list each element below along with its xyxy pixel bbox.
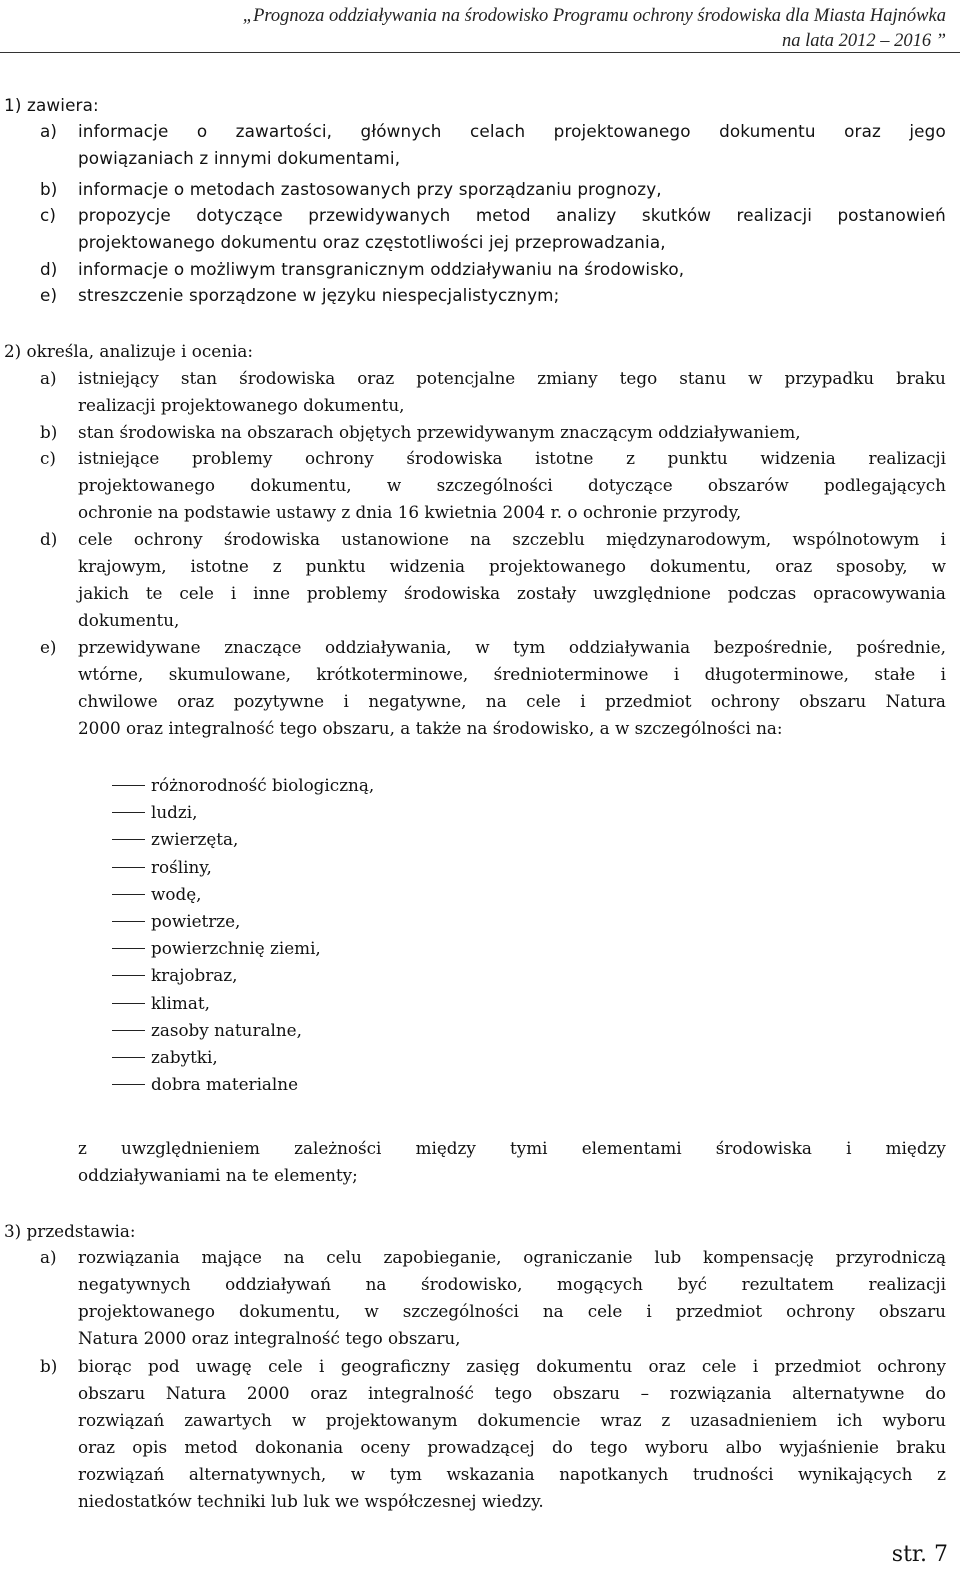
section2-item-line: dokumentu, <box>78 610 180 630</box>
section3-item-line: niedostatków techniki lub luk we współczesnej wiedzy. <box>78 1491 544 1511</box>
element-list-item: zwierzęta, <box>151 829 239 850</box>
section2-item-marker: d) <box>40 529 58 549</box>
element-list-item: wodę, <box>151 883 202 904</box>
list-dash <box>112 948 145 949</box>
section2-item-marker: a) <box>40 368 57 388</box>
element-list-item: różnorodność biologiczną, <box>151 775 375 795</box>
list-dash <box>112 921 145 922</box>
list-dash <box>112 839 145 840</box>
list-dash <box>112 1030 145 1031</box>
section3-item-line: biorąc pod uwagę cele i geograficzny zasięg dokumentu oraz cele i przedmiot ochrony <box>78 1356 946 1376</box>
section2-item-line: 2000 oraz integralność tego obszaru, a także na środowisko, a w szczególności na: <box>78 718 783 738</box>
section3-item-line: rozwiązań alternatywnych, w tym wskazania napotkanych trudności wynikających z <box>78 1464 946 1484</box>
section1-item-marker: d) <box>40 259 58 279</box>
section2-item-line: wtórne, skumulowane, krótkoterminowe, średnioterminowe i długoterminowe, stałe i <box>78 664 946 684</box>
closing-line: oddziaływaniami na te elementy; <box>78 1165 358 1185</box>
section1-item-marker: e) <box>40 285 58 305</box>
page-number: str. 7 <box>891 1542 948 1567</box>
section2-item-line: ochronie na podstawie ustawy z dnia 16 kwietnia 2004 r. o ochronie przyrody, <box>78 502 742 522</box>
element-list-item: zabytki, <box>151 1047 218 1067</box>
section2-item-marker: e) <box>40 637 57 657</box>
section3-item-line: oraz opis metod dokonania oceny prowadzącej do tego wyboru albo wyjaśnienie braku <box>78 1437 946 1457</box>
element-list-item: powietrze, <box>151 911 241 931</box>
section2-heading: 2) określa, analizuje i ocenia: <box>4 341 254 361</box>
section1-item-line: informacje o metodach zastosowanych przy sporządzaniu prognozy, <box>78 179 662 199</box>
list-dash <box>112 975 145 976</box>
element-list-item: klimat, <box>151 992 210 1013</box>
header-rule <box>0 52 960 53</box>
element-list-item: dobra materialne <box>151 1074 299 1095</box>
element-list-item: rośliny, <box>151 856 212 877</box>
section2-item-line: istniejący stan środowiska oraz potencjalne zmiany tego stanu w przypadku braku <box>78 368 946 388</box>
element-list-item: ludzi, <box>151 802 198 823</box>
section2-item-line: realizacji projektowanego dokumentu, <box>78 395 405 415</box>
section1-item-marker: c) <box>40 205 57 225</box>
section1-heading: 1) zawiera: <box>4 95 99 115</box>
header-line-1: „Prognoza oddziaływania na środowisko Programu ochrony środowiska dla Miasta Hajnówka <box>242 6 946 26</box>
closing-line: z uwzględnieniem zależności między tymi elementami środowiska i między <box>78 1138 946 1158</box>
list-dash <box>112 785 145 786</box>
section2-item-line: stan środowiska na obszarach objętych przewidywanym znaczącym oddziaływaniem, <box>78 422 801 442</box>
section2-item-line: krajowym, istotne z punktu widzenia projektowanego dokumentu, oraz sposoby, w <box>78 556 946 576</box>
section1-item-line: projektowanego dokumentu oraz częstotliwości jej przeprowadzania, <box>78 231 666 252</box>
section3-item-line: obszaru Natura 2000 oraz integralność tego obszaru – rozwiązania alternatywne do <box>78 1383 946 1403</box>
section2-item-line: istniejące problemy ochrony środowiska istotne z punktu widzenia realizacji <box>78 448 946 468</box>
section2-item-marker: b) <box>40 422 58 442</box>
section2-item-line: cele ochrony środowiska ustanowione na szczeblu międzynarodowym, wspólnotowym i <box>78 529 946 549</box>
section3-item-line: rozwiązania mające na celu zapobieganie, ograniczanie lub kompensację przyrodniczą <box>78 1247 946 1267</box>
list-dash <box>112 1003 145 1004</box>
section2-item-line: przewidywane znaczące oddziaływania, w tym oddziaływania bezpośrednie, pośrednie, <box>78 637 946 657</box>
section1-item-line: streszczenie sporządzone w języku niespecjalistycznym; <box>78 285 560 305</box>
section1-item-marker: b) <box>40 179 58 199</box>
section1-item-line: propozycje dotyczące przewidywanych metod analizy skutków realizacji postanowień <box>78 205 946 225</box>
section3-item-marker: b) <box>40 1356 58 1376</box>
element-list-item: powierzchnię ziemi, <box>151 938 321 959</box>
section3-item-line: Natura 2000 oraz integralność tego obszaru, <box>78 1328 461 1348</box>
section1-item-line: informacje o zawartości, głównych celach projektowanego dokumentu oraz jego <box>78 121 946 141</box>
section2-item-line: chwilowe oraz pozytywne i negatywne, na cele i przedmiot ochrony obszaru Natura <box>78 691 946 711</box>
list-dash <box>112 867 145 868</box>
section1-item-marker: a) <box>40 121 58 141</box>
section3-item-line: projektowanego dokumentu, w szczególności na cele i przedmiot ochrony obszaru <box>78 1301 946 1321</box>
section1-item-line: informacje o możliwym transgranicznym oddziaływaniu na środowisko, <box>78 259 685 279</box>
header-line-2: na lata 2012 – 2016 ” <box>782 31 946 51</box>
element-list-item: zasoby naturalne, <box>151 1019 302 1040</box>
section2-item-line: jakich te cele i inne problemy środowiska zostały uwzględnione podczas opracowywania <box>78 583 946 603</box>
list-dash <box>112 894 145 895</box>
running-header <box>243 4 946 54</box>
section3-item-marker: a) <box>40 1247 57 1267</box>
list-dash <box>112 1084 145 1085</box>
element-list-item: krajobraz, <box>151 965 238 986</box>
section3-item-line: rozwiązań zawartych w projektowanym dokumencie wraz z uzasadnieniem ich wyboru <box>78 1410 946 1430</box>
section3-item-line: negatywnych oddziaływań na środowisko, mogących być rezultatem realizacji <box>78 1274 946 1294</box>
section1-item-line: powiązaniach z innymi dokumentami, <box>78 147 401 168</box>
section2-item-marker: c) <box>40 448 56 468</box>
list-dash <box>112 1057 145 1058</box>
list-dash <box>112 812 145 813</box>
section2-item-line: projektowanego dokumentu, w szczególności dotyczące obszarów podlegających <box>78 475 946 495</box>
section3-heading: 3) przedstawia: <box>4 1221 136 1241</box>
